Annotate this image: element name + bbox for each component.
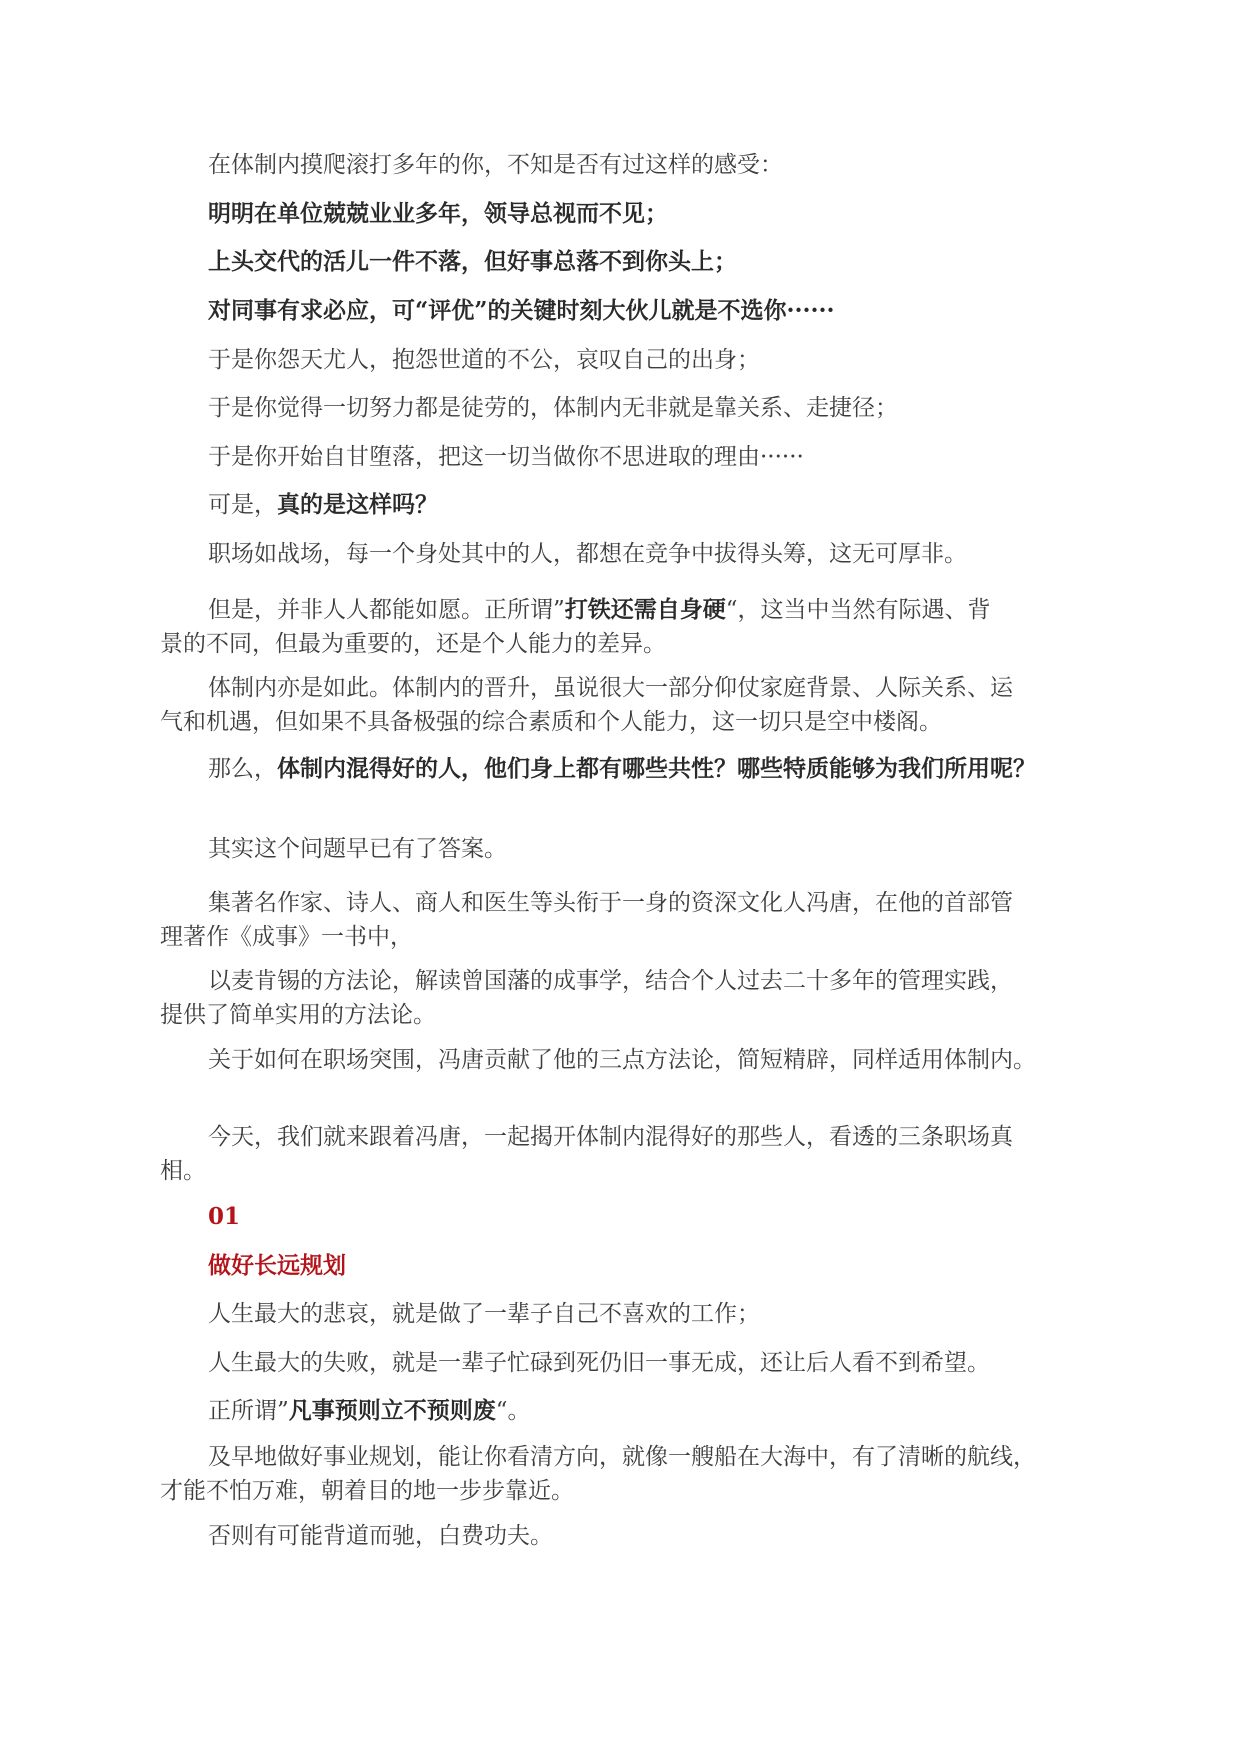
text-run: 打铁还需自身硬 — [564, 596, 726, 623]
text-run: 体制内混得好的人，他们身上都有哪些共性？哪些特质能够为我们所用呢？ — [277, 755, 1036, 782]
paragraph-line — [208, 752, 1036, 786]
paragraph-line — [208, 1394, 531, 1428]
paragraph-line — [160, 998, 436, 1032]
text-run: 于是你怨天尤人，抱怨世道的不公，哀叹自己的出身； — [208, 347, 760, 373]
text-run: 职场如战场，每一个身处其中的人，都想在竞争中拔得头筹，这无可厚非。 — [208, 541, 967, 567]
text-run: 在体制内摸爬滚打多年的你，不知是否有过这样的感受： — [208, 152, 783, 178]
paragraph-line — [160, 1154, 206, 1188]
section-number — [208, 1200, 240, 1234]
text-run: 于是你觉得一切努力都是徒劳的，体制内无非就是靠关系、走捷径； — [208, 395, 898, 421]
paragraph-line — [208, 537, 967, 571]
paragraph-line — [208, 391, 898, 425]
text-run: 对同事有求必应，可“评优”的关键时刻大伙儿就是不选你······ — [208, 297, 835, 324]
text-run: 正所谓” — [208, 1398, 289, 1424]
paragraph-line — [160, 920, 413, 954]
paragraph-line — [160, 627, 666, 661]
text-run: 人生最大的悲哀，就是做了一辈子自己不喜欢的工作； — [208, 1301, 760, 1327]
text-run: 集著名作家、诗人、商人和医生等头衔于一身的资深文化人冯唐，在他的首部管 — [208, 890, 1013, 916]
text-run: 人生最大的失败，就是一辈子忙碌到死仍旧一事无成，还让后人看不到希望。 — [208, 1350, 990, 1376]
text-run: 今天，我们就来跟着冯唐，一起揭开体制内混得好的那些人，看透的三条职场真 — [208, 1124, 1013, 1150]
paragraph-line — [208, 671, 1013, 705]
paragraph-line — [208, 294, 835, 328]
paragraph-line — [208, 1440, 1036, 1474]
paragraph-line — [208, 593, 991, 627]
text-run: 明明在单位兢兢业业多年，领导总视而不见； — [208, 200, 668, 227]
text-run: 但是，并非人人都能如愿。正所谓” — [208, 597, 565, 623]
text-run: 否则有可能背道而驰，白费功夫。 — [208, 1523, 553, 1549]
text-run: 体制内亦是如此。体制内的晋升，虽说很大一部分仰仗家庭背景、人际关系、运 — [208, 675, 1013, 701]
paragraph-line — [208, 1346, 990, 1380]
paragraph-line — [208, 245, 737, 279]
text-run: 理著作《成事》一书中， — [160, 924, 413, 950]
text-run: 于是你开始自甘堕落，把这一切当做你不思进取的理由······ — [208, 444, 804, 470]
text-run: 01 — [208, 1203, 241, 1230]
paragraph-line — [208, 343, 760, 377]
text-run: 做好长远规划 — [208, 1252, 346, 1279]
text-run: 真的是这样吗？ — [277, 491, 438, 518]
text-run: 以麦肯锡的方法论，解读曾国藩的成事学，结合个人过去二十多年的管理实践， — [208, 968, 1013, 994]
paragraph-line — [160, 1474, 574, 1508]
text-run: 提供了简单实用的方法论。 — [160, 1002, 436, 1028]
text-run: 上头交代的活儿一件不落，但好事总落不到你头上； — [208, 248, 737, 275]
text-run: 气和机遇，但如果不具备极强的综合素质和个人能力，这一切只是空中楼阁。 — [160, 709, 942, 735]
text-run: “，这当中当然有际遇、背 — [725, 597, 991, 623]
paragraph-line — [208, 1297, 760, 1331]
paragraph-line — [208, 1120, 1013, 1154]
text-run: 景的不同，但最为重要的，还是个人能力的差异。 — [160, 631, 666, 657]
text-run: 可是， — [208, 492, 277, 518]
text-run: 那么， — [208, 756, 277, 782]
text-run: 其实这个问题早已有了答案。 — [208, 836, 507, 862]
paragraph-line — [208, 886, 1013, 920]
text-run: 关于如何在职场突围，冯唐贡献了他的三点方法论，简短精辟，同样适用体制内。 — [208, 1047, 1036, 1073]
text-run: 相。 — [160, 1158, 206, 1184]
paragraph-line — [208, 964, 1013, 998]
text-run: “。 — [495, 1398, 531, 1424]
paragraph-line — [208, 197, 668, 231]
paragraph-line — [208, 440, 804, 474]
section-heading — [208, 1249, 346, 1283]
paragraph-line — [208, 488, 438, 522]
text-run: 凡事预则立不预则废 — [288, 1397, 496, 1424]
text-run: 及早地做好事业规划，能让你看清方向，就像一艘船在大海中，有了清晰的航线， — [208, 1444, 1036, 1470]
paragraph-line — [208, 1519, 553, 1553]
text-run: 才能不怕万难，朝着目的地一步步靠近。 — [160, 1478, 574, 1504]
paragraph-line — [208, 1043, 1036, 1077]
paragraph-line — [160, 705, 942, 739]
paragraph-line — [208, 832, 507, 866]
paragraph-line — [208, 148, 783, 182]
